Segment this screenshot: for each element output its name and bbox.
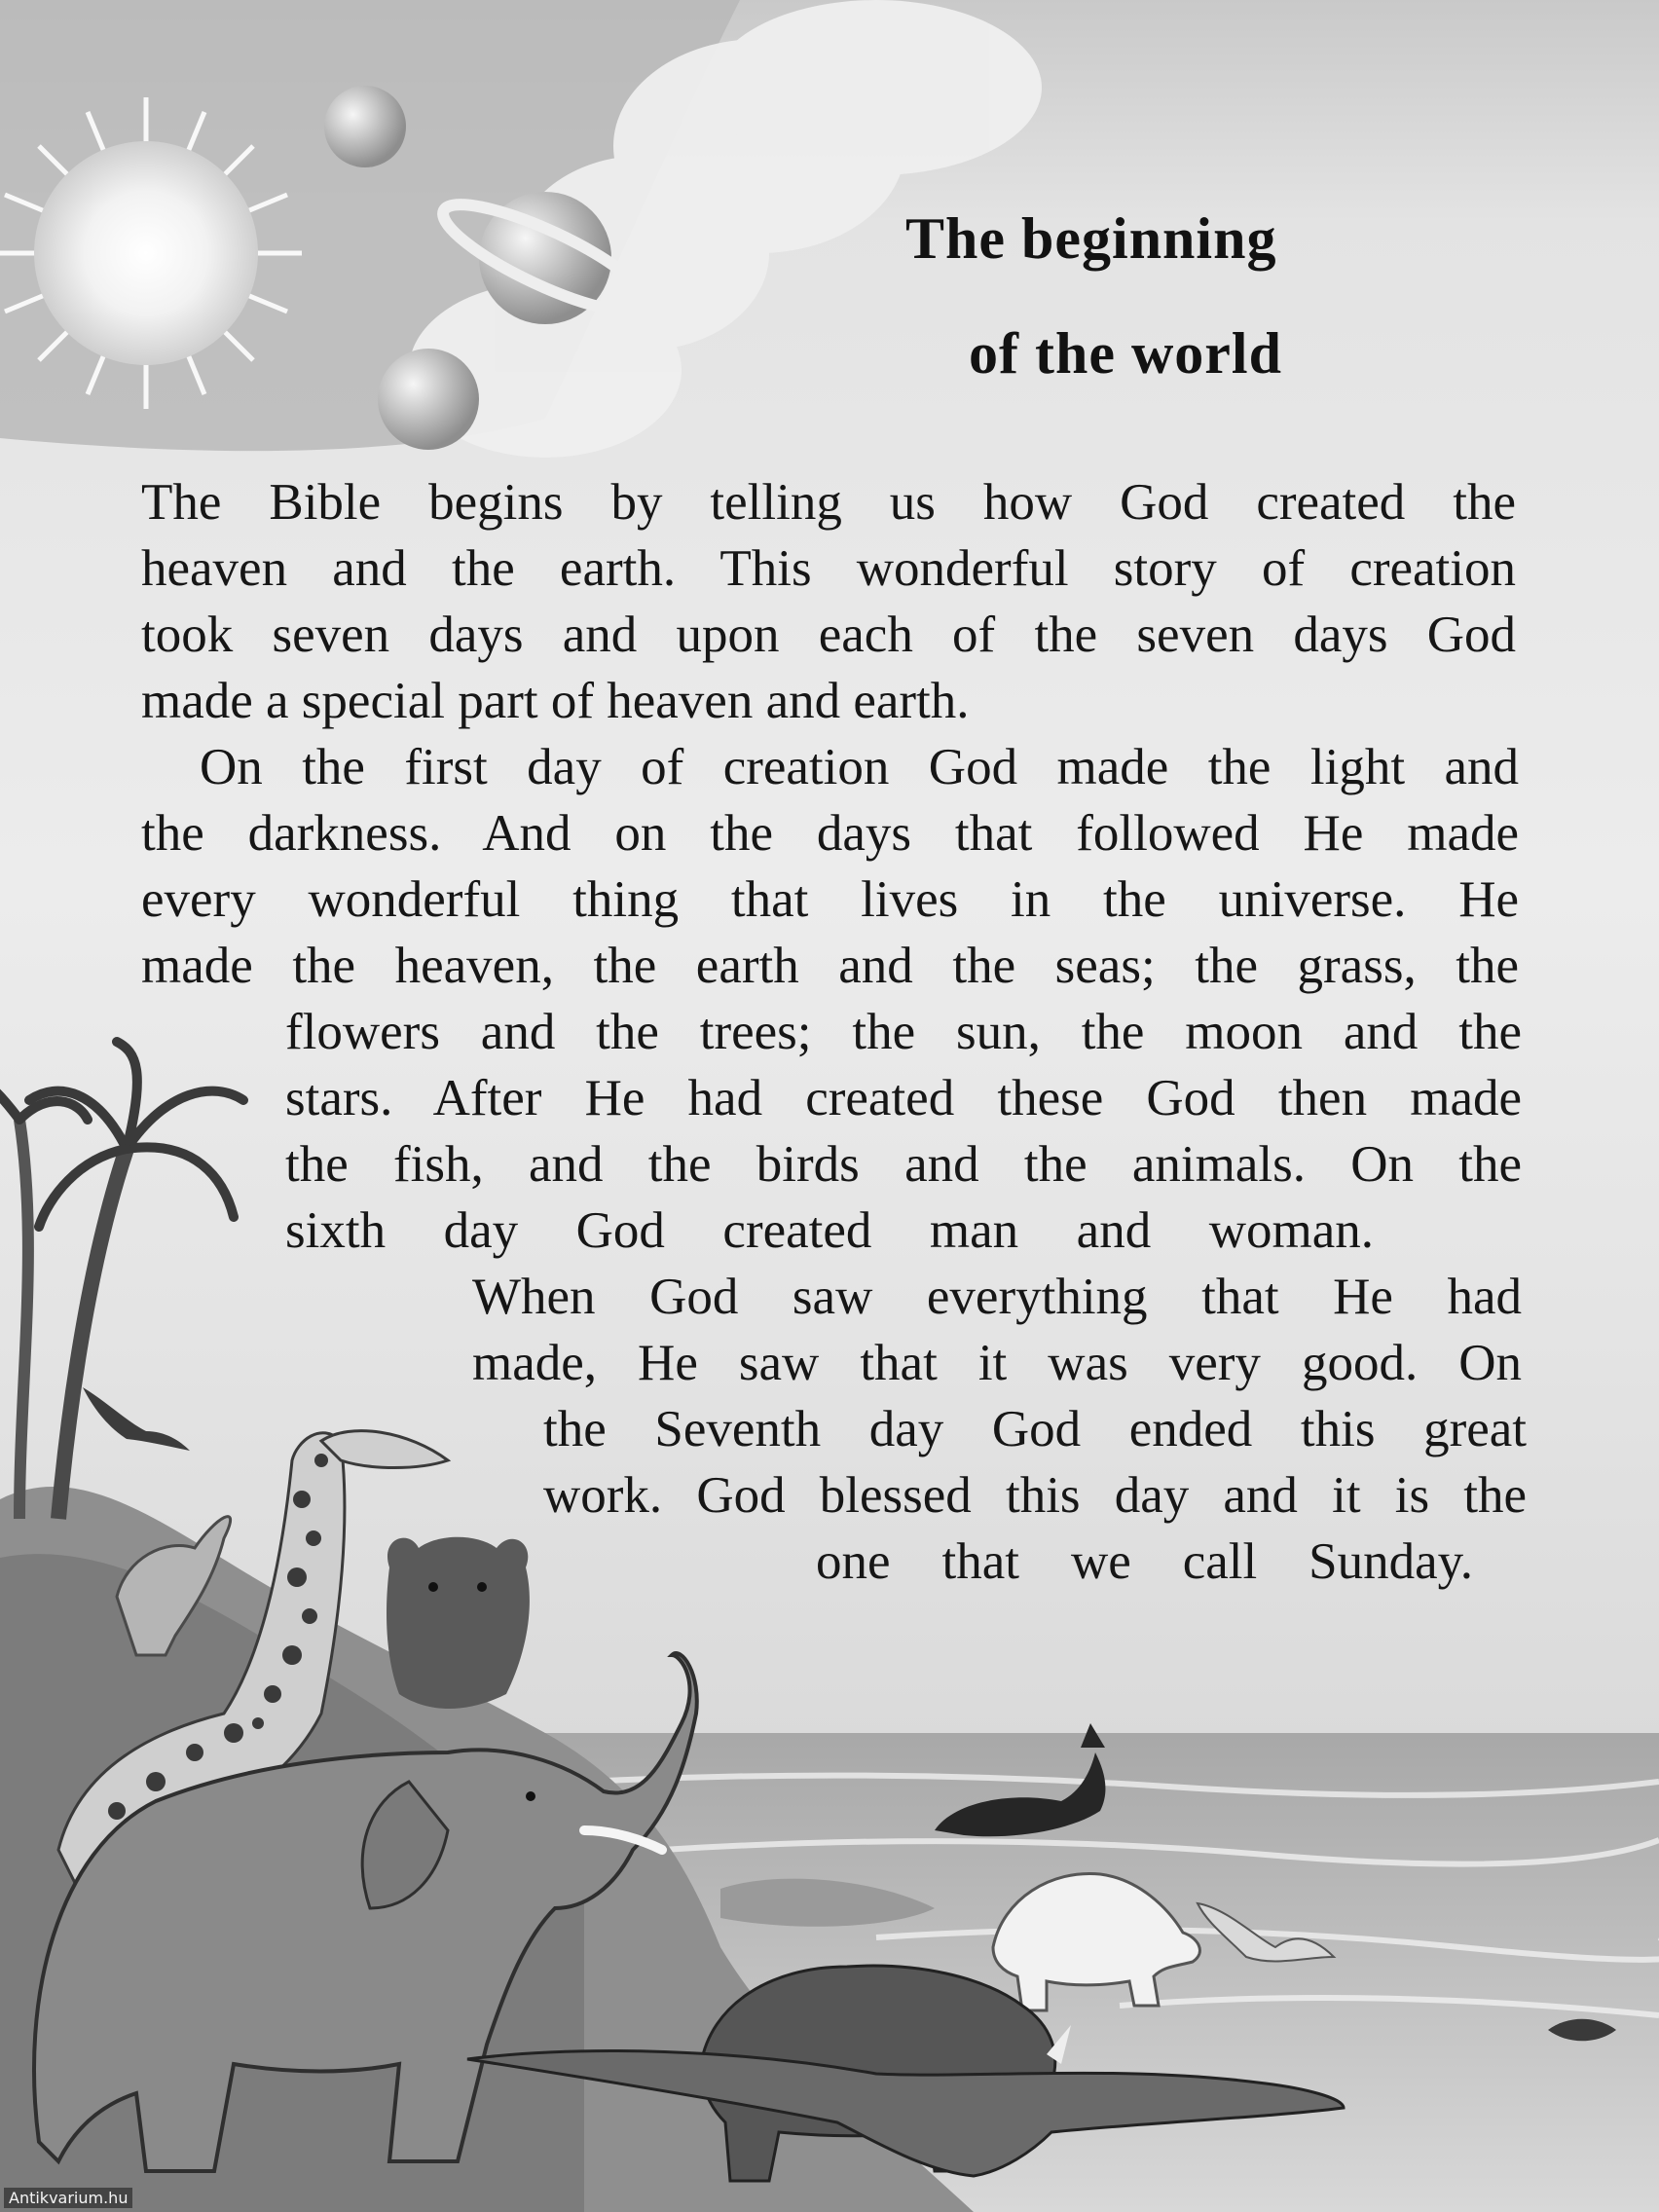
body-line: work. God blessed this day and it is the (543, 1467, 1527, 1524)
title-line-2: of the world (969, 321, 1282, 386)
body-line: every wonderful thing that lives in the universe. He (141, 871, 1519, 928)
palm-tree-icon (0, 1042, 243, 1519)
body-line: the darkness. And on the days that followed He made (141, 805, 1519, 862)
body-line: heaven and the earth. This wonderful story of creation (141, 540, 1516, 597)
body-line: The Bible begins by telling us how God created the (141, 474, 1516, 531)
body-line: When God saw everything that He had (472, 1269, 1522, 1325)
body-line: the fish, and the birds and the animals. On the (285, 1136, 1522, 1193)
body-line: took seven days and upon each of the seven days God (141, 607, 1516, 663)
body-line: made a special part of heaven and earth. (141, 673, 970, 729)
eagle-icon (83, 1387, 190, 1451)
bear-icon (387, 1537, 530, 1709)
body-line: made, He saw that it was very good. On (472, 1335, 1522, 1391)
body-line: the Seventh day God ended this great (543, 1401, 1527, 1457)
watermark: Antikvarium.hu (4, 2188, 132, 2208)
body-line: one that we call Sunday. (816, 1533, 1473, 1590)
body-line: stars. After He had created these God then made (285, 1070, 1522, 1126)
planet-bottom-icon (378, 349, 479, 450)
body-line: made the heaven, the earth and the seas; the grass, the (141, 938, 1519, 994)
body-line: sixth day God created man and woman. (285, 1202, 1374, 1259)
title-line-1: The beginning (905, 206, 1277, 271)
body-line: flowers and the trees; the sun, the moon and the (285, 1004, 1522, 1060)
planet-small-icon (324, 86, 406, 167)
body-line: On the first day of creation God made the light and (200, 739, 1519, 795)
